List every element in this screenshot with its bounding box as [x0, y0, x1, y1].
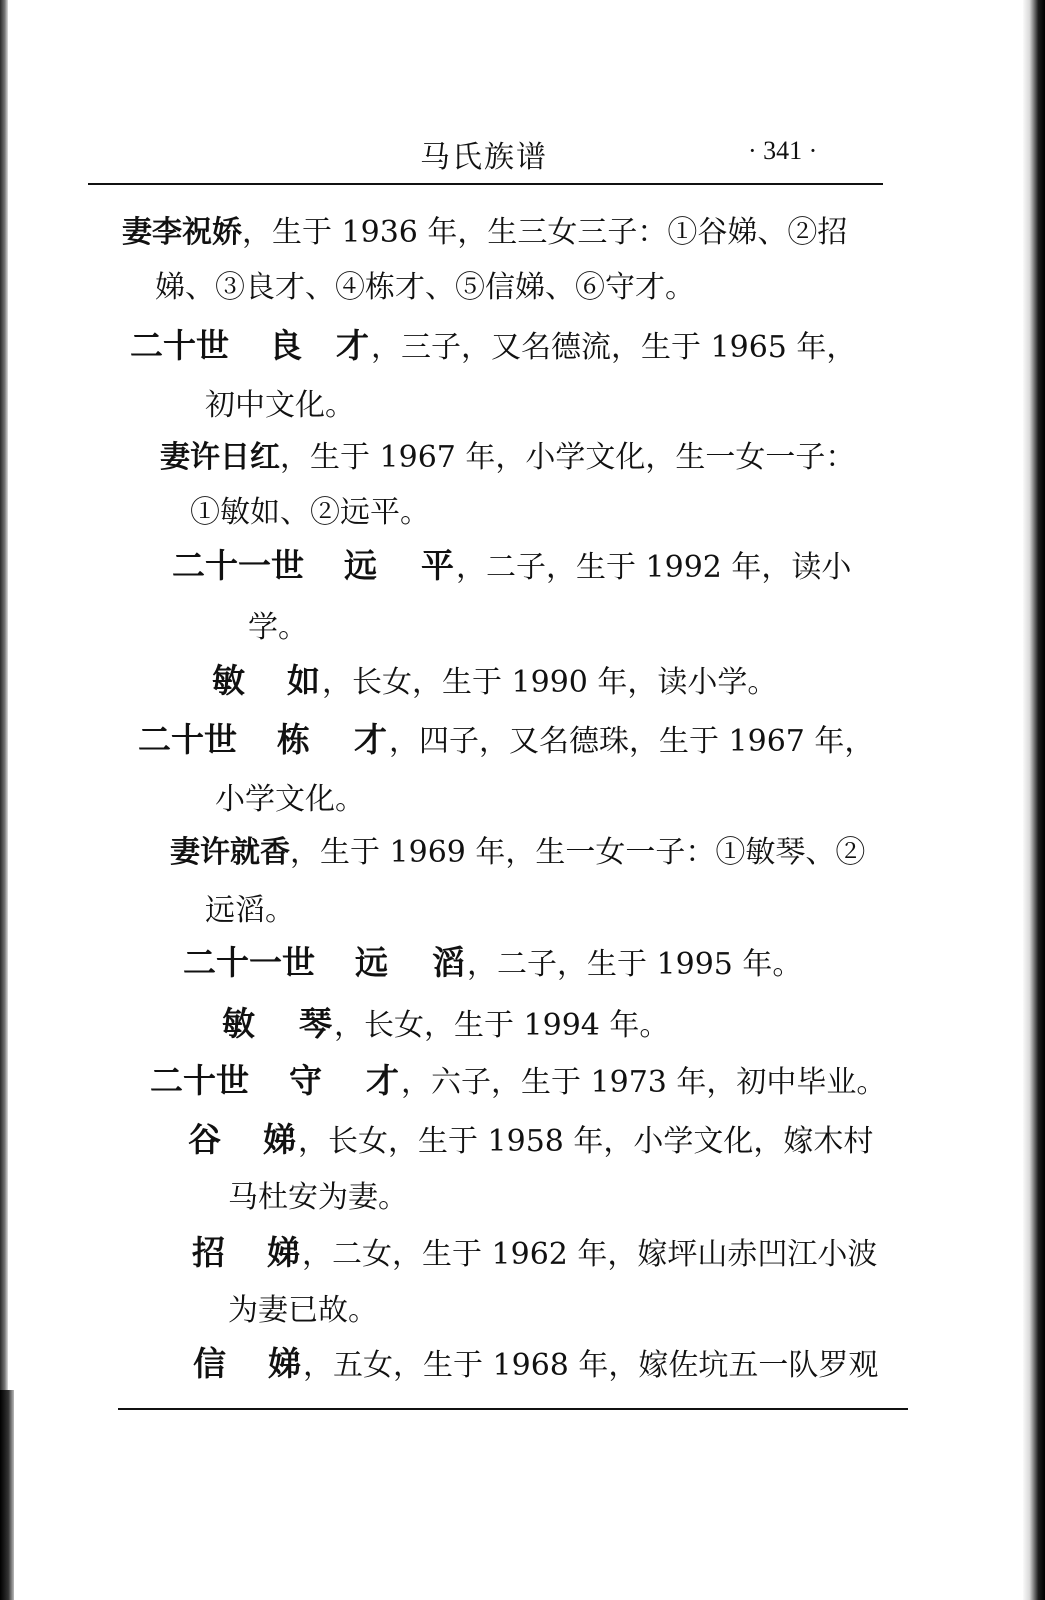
person-name-second: 琴 [299, 1004, 334, 1043]
line-text: 小学文化。 [215, 782, 365, 817]
person-name-first: 谷 [188, 1120, 223, 1159]
wife-name: 妻许日红 [160, 440, 280, 475]
page-header [88, 128, 883, 178]
scan-edge-right [1023, 0, 1045, 1600]
text-line [170, 835, 865, 871]
generation-label: 二十世 [150, 1061, 249, 1100]
entry-line [183, 945, 802, 983]
person-name-first: 信 [193, 1344, 228, 1383]
scan-edge-left [0, 0, 8, 1600]
header-rule [88, 183, 883, 185]
line-text: ，四子，又名德珠，生于 1967 年， [389, 724, 875, 759]
text-line [160, 440, 855, 476]
book-title: 马氏族谱 [420, 140, 548, 175]
text-line [215, 782, 365, 818]
scan-edge-left-dark [0, 1390, 14, 1600]
text-line [205, 388, 355, 424]
person-name-second: 才 [366, 1061, 401, 1100]
line-text: ，长女，生于 1990 年，读小学。 [322, 665, 778, 700]
line-text: ，长女，生于 1958 年，小学文化，嫁木村 [298, 1124, 874, 1159]
line-text: ①敏如、②远平。 [190, 495, 430, 530]
line-text: 为妻已故。 [228, 1293, 378, 1328]
person-name-first: 招 [192, 1233, 227, 1272]
line-text: ，生于 1936 年，生三女三子：①谷娣、②招 [242, 215, 848, 250]
text-line [228, 1180, 408, 1216]
person-name-first: 远 [355, 943, 390, 982]
footer-rule [118, 1408, 908, 1410]
line-text: ，三子，又名德流，生于 1965 年， [371, 330, 857, 365]
person-name-first: 远 [344, 546, 379, 585]
generation-label: 二十世 [130, 326, 229, 365]
entry-line [150, 1063, 886, 1101]
text-line [122, 215, 847, 251]
entry-line [222, 1006, 669, 1044]
entry-line [138, 722, 874, 760]
line-text: 马杜安为妻。 [228, 1180, 408, 1215]
text-line [190, 495, 430, 531]
wife-name: 妻李祝娇 [122, 215, 242, 250]
entry-line [130, 328, 856, 366]
person-name-first: 栋 [277, 720, 312, 759]
entry-line [188, 1122, 873, 1160]
person-name-second: 滔 [432, 943, 467, 982]
line-text: 学。 [248, 610, 308, 645]
page-number: · 341 · [748, 136, 818, 165]
person-name-first: 敏 [212, 661, 247, 700]
person-name-second: 才 [336, 326, 371, 365]
line-text: ，生于 1969 年，生一女一子：①敏琴、② [290, 835, 866, 870]
line-text: ，生于 1967 年，小学文化，生一女一子： [280, 440, 856, 475]
person-name-second: 娣 [267, 1233, 302, 1272]
person-name-second: 如 [287, 661, 322, 700]
person-name-first: 守 [289, 1061, 324, 1100]
person-name-second: 娣 [268, 1344, 303, 1383]
line-text: ，二子，生于 1995 年。 [467, 947, 803, 982]
entry-line [172, 548, 851, 586]
person-name-first: 敏 [222, 1004, 257, 1043]
entry-line [193, 1346, 878, 1384]
wife-name: 妻许就香 [170, 835, 290, 870]
person-name-first: 良 [269, 326, 304, 365]
text-line [248, 610, 308, 646]
text-line [155, 270, 695, 306]
generation-label: 二十一世 [172, 546, 304, 585]
line-text: ，二女，生于 1962 年，嫁坪山赤凹江小波 [302, 1237, 878, 1272]
line-text: 远滔。 [205, 893, 295, 928]
entry-line [192, 1235, 877, 1273]
person-name-second: 娣 [263, 1120, 298, 1159]
line-text: ，六子，生于 1973 年，初中毕业。 [401, 1065, 887, 1100]
entry-line [212, 663, 777, 701]
line-text: ，长女，生于 1994 年。 [334, 1008, 670, 1043]
person-name-second: 平 [421, 546, 456, 585]
line-text: 初中文化。 [205, 388, 355, 423]
generation-label: 二十一世 [183, 943, 315, 982]
text-line [205, 893, 295, 929]
line-text: 娣、③良才、④栋才、⑤信娣、⑥守才。 [155, 270, 695, 305]
line-text: ，五女，生于 1968 年，嫁佐坑五一队罗观 [303, 1348, 879, 1383]
generation-label: 二十世 [138, 720, 237, 759]
text-line [228, 1293, 378, 1329]
person-name-second: 才 [354, 720, 389, 759]
line-text: ，二子，生于 1992 年，读小 [456, 550, 852, 585]
